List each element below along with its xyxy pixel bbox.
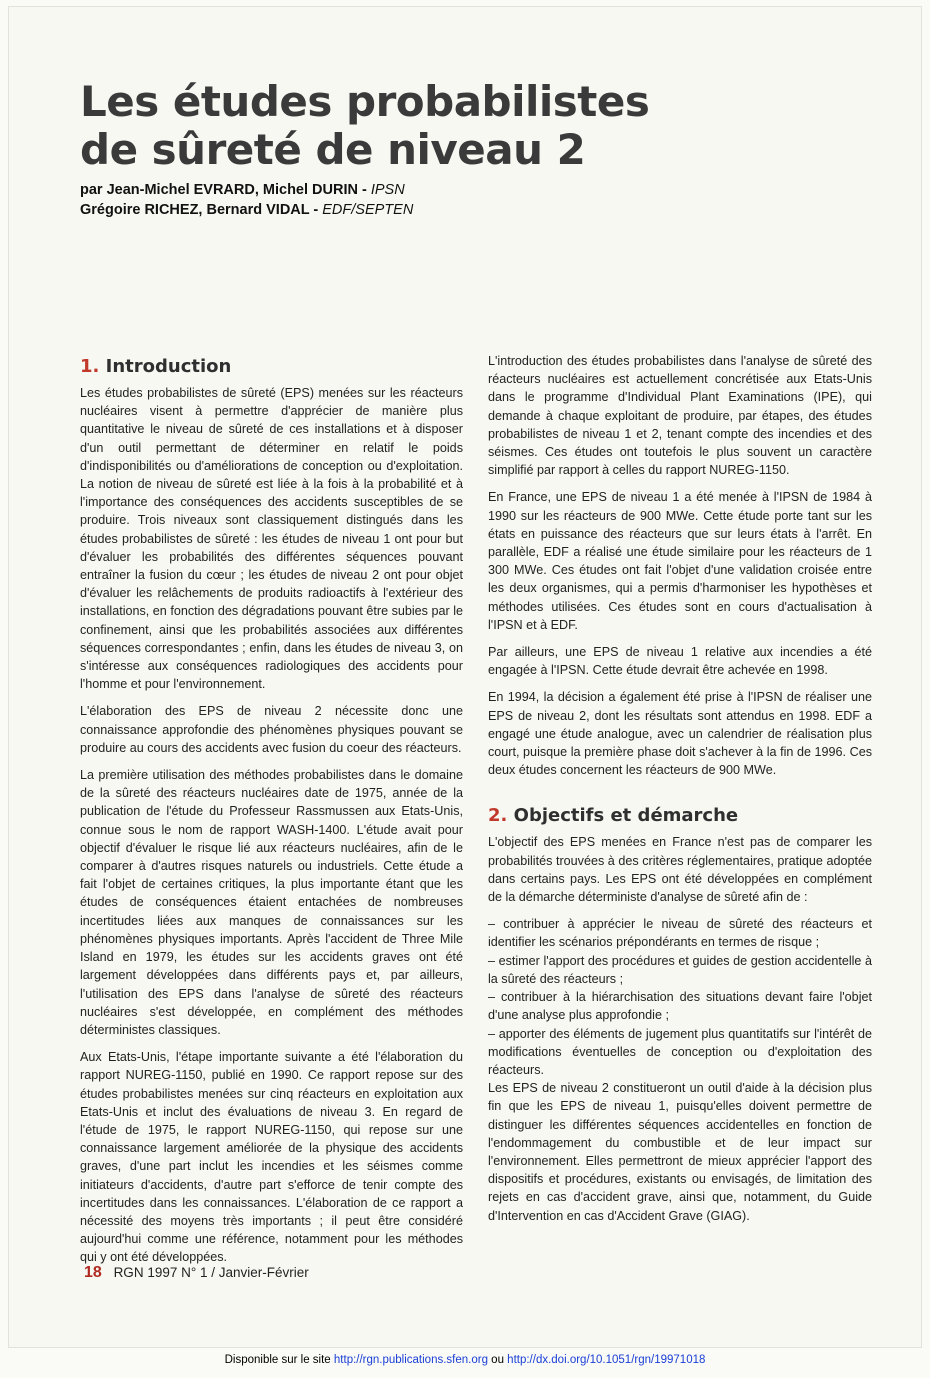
paragraph: En 1994, la décision a également été prise à l'IPSN de réaliser une EPS de niveau 2, dont les résultats sont attendus en 1998. EDF a engagé une étude analogue, avec un calendrier de réalisation plus court, puisque la première phase doit s'achever à la fin de 1996. Ces deux études concernent les réacteurs de 900 MWe. [488,690,872,778]
paragraph: L'élaboration des EPS de niveau 2 nécessite donc une connaissance approfondie des phénomènes physiques pouvant se produire au cours des accidents avec fusion du coeur des réacteurs. [80,704,463,755]
doi-link[interactable]: http://dx.doi.org/10.1051/rgn/19971018 [507,1354,706,1366]
author-block [80,180,640,220]
author-line-2 [80,200,640,220]
section-number: 1. [80,356,100,377]
bullet-item: – contribuer à la hiérarchisation des situations devant faire l'objet d'une analyse plus approfondie ; [488,990,872,1023]
availability-prefix: Disponible sur le site [224,1354,334,1366]
paragraph: Les EPS de niveau 2 constitueront un outil d'aide à la décision plus fin que les EPS de niveau 1, puisqu'elles doivent permettre de distinguer les différentes séquences accidentelles en fonction de l'endommagement du combustible et de leur impact sur l'environnement. Elles permettront de mieux apprécier l'apport des dispositifs et procédures, existants ou envisagés, de limitation des rejets en cas d'accident grave, ainsi que, notamment, du Guide d'Intervention en cas d'Accident Grave (GIAG). [488,1081,872,1223]
paragraph: Aux Etats-Unis, l'étape importante suivante a été l'élaboration du rapport NUREG-1150, publié en 1990. Ce rapport repose sur des études probabilistes menées sur cinq réacteurs en exploitation aux Etats-Unis et inclut des évaluations de niveau 3. En regard de l'étude de 1975, le rapport NUREG-1150, qui repose sur une connaissance largement améliorée de la physique des accidents graves, d'une part inclut les incendies et les séismes comme initiateurs d'accidents, d'autre part s'efforce de tenir compte des incertitudes dans les connaissances. L'élaboration de ce rapport a nécessité des moyens très importants ; il peut être considéré aujourd'hui comme une référence, notamment pour les méthodes qui y ont été développées. [80,1050,463,1265]
section-title: Introduction [105,356,232,377]
author-affiliation-1: IPSN [370,182,405,198]
section-number: 2. [488,805,508,827]
section-heading-introduction [80,356,463,378]
author-names-2: Grégoire RICHEZ, Bernard VIDAL - [80,202,323,218]
paragraph: L'objectif des EPS menées en France n'est pas de comparer les probabilités trouvées à des critères réglementaires, pratique adoptée dans certains pays. Les EPS ont été développées en complément de la démarche déterministe d'analyse de sûreté afin de : [488,835,872,905]
right-column [488,352,872,1234]
left-column [80,356,463,1276]
site-link[interactable]: http://rgn.publications.sfen.org [333,1354,488,1366]
paragraph: Par ailleurs, une EPS de niveau 1 relative aux incendies a été engagée à l'IPSN. Cette étude devrait être achevée en 1998. [488,645,872,678]
bullet-item: – apporter des éléments de jugement plus quantitatifs sur l'intérêt de modifications éventuelles de conception ou d'exploitation des réacteurs. [488,1026,872,1077]
section-title: Objectifs et démarche [513,805,739,827]
bullet-item: – estimer l'apport des procédures et guides de gestion accidentelle à la sûreté des réacteurs ; [488,953,872,986]
title-line-1: Les études probabilistes [80,77,650,126]
page-number: 18 [84,1264,102,1281]
author-line-1 [80,180,640,200]
paragraph: En France, une EPS de niveau 1 a été menée à l'IPSN de 1984 à 1990 sur les réacteurs de 900 MWe. Cette étude porte tant sur les états en puissance des réacteurs que sur leurs états à l'arrêt. En parallèle, EDF a réalisé une étude similaire pour les réacteurs de 1 300 MWe. Ces études ont fait l'objet d'une validation croisée entre les deux organismes, qui a permis d'harmoniser les hypothèses et méthodes utilisées. Ces études sont en cours d'actualisation à l'IPSN et à EDF. [488,490,872,632]
availability-middle: ou [487,1354,508,1366]
author-names-1: par Jean-Michel EVRARD, Michel DURIN - [80,182,371,198]
section-heading-objectifs [488,805,872,827]
article-title [80,78,780,174]
journal-reference: RGN 1997 N° 1 / Janvier-Février [113,1265,309,1280]
paragraph: L'introduction des études probabilistes dans l'analyse de sûreté des réacteurs nucléaires est actuellement concrétisée aux Etats-Unis dans le programme d'Individual Plant Examinations (IPE), qui demande à chaque exploitant de produire, par étapes, des études probabilistes de niveau 1 et 2, tenant compte des incendies et des séismes. Ces études ont toutefois le plus souvent un caractère simplifié par rapport à celles du rapport NUREG-1150. [488,354,872,478]
bullet-item: – contribuer à apprécier le niveau de sûreté des réacteurs et identifier les scénarios prépondérants en termes de risque ; [488,917,872,950]
title-line-2: de sûreté de niveau 2 [80,125,586,174]
paragraph: Les études probabilistes de sûreté (EPS) menées sur les réacteurs nucléaires visent à permettre d'apprécier de manière plus quantitative le niveau de sûreté de ces installations et à disposer d'un outil permettant de déterminer en relatif le poids d'indisponibilités ou d'améliorations de conception ou d'exploitation. La notion de niveau de sûreté est liée à la fois à la probabilité et à l'importance des conséquences des accidents susceptibles de se produire. Trois niveaux sont classiquement distingués dans les études probabilistes de sûreté : les études de niveau 1 ont pour but d'évaluer les probabilités des différentes séquences pouvant entraîner la fusion du cœur ; les études de niveau 2 ont pour objet d'évaluer les relâchements de produits radioactifs à l'extérieur des installations, en fonction des dégradations pouvant être subies par le confinement, ainsi que les probabilités associées aux différentes séquences correspondantes ; enfin, dans les études de niveau 3, on s'intéresse aux conséquences radiologiques des accidents pour l'homme et pour l'environnement. [80,386,463,692]
paragraph: La première utilisation des méthodes probabilistes dans le domaine de la sûreté des réacteurs nucléaires date de 1975, année de la publication de l'étude du Professeur Rassmussen aux Etats-Unis, connue sous le nom de rapport WASH-1400. L'étude avait pour objectif d'évaluer le risque lié aux réacteurs nucléaires, afin de le comparer à d'autres risques naturels ou industriels. Cette étude a fait l'objet de certaines critiques, la plus importante étant que les études de conséquences étaient entachées de nombreuses incertitudes liées aux manques de connaissances sur les phénomènes physiques importants. Après l'accident de Three Mile Island en 1979, les études sur les accidents graves ont été largement développées dans différents pays et, par ailleurs, l'utilisation des EPS dans l'analyse de sûreté des réacteurs nucléaires s'est développée, en complément des méthodes déterministes classiques. [80,768,463,1037]
page-footer [84,1264,309,1282]
availability-line [0,1354,930,1366]
author-affiliation-2: EDF/SEPTEN [322,202,414,218]
